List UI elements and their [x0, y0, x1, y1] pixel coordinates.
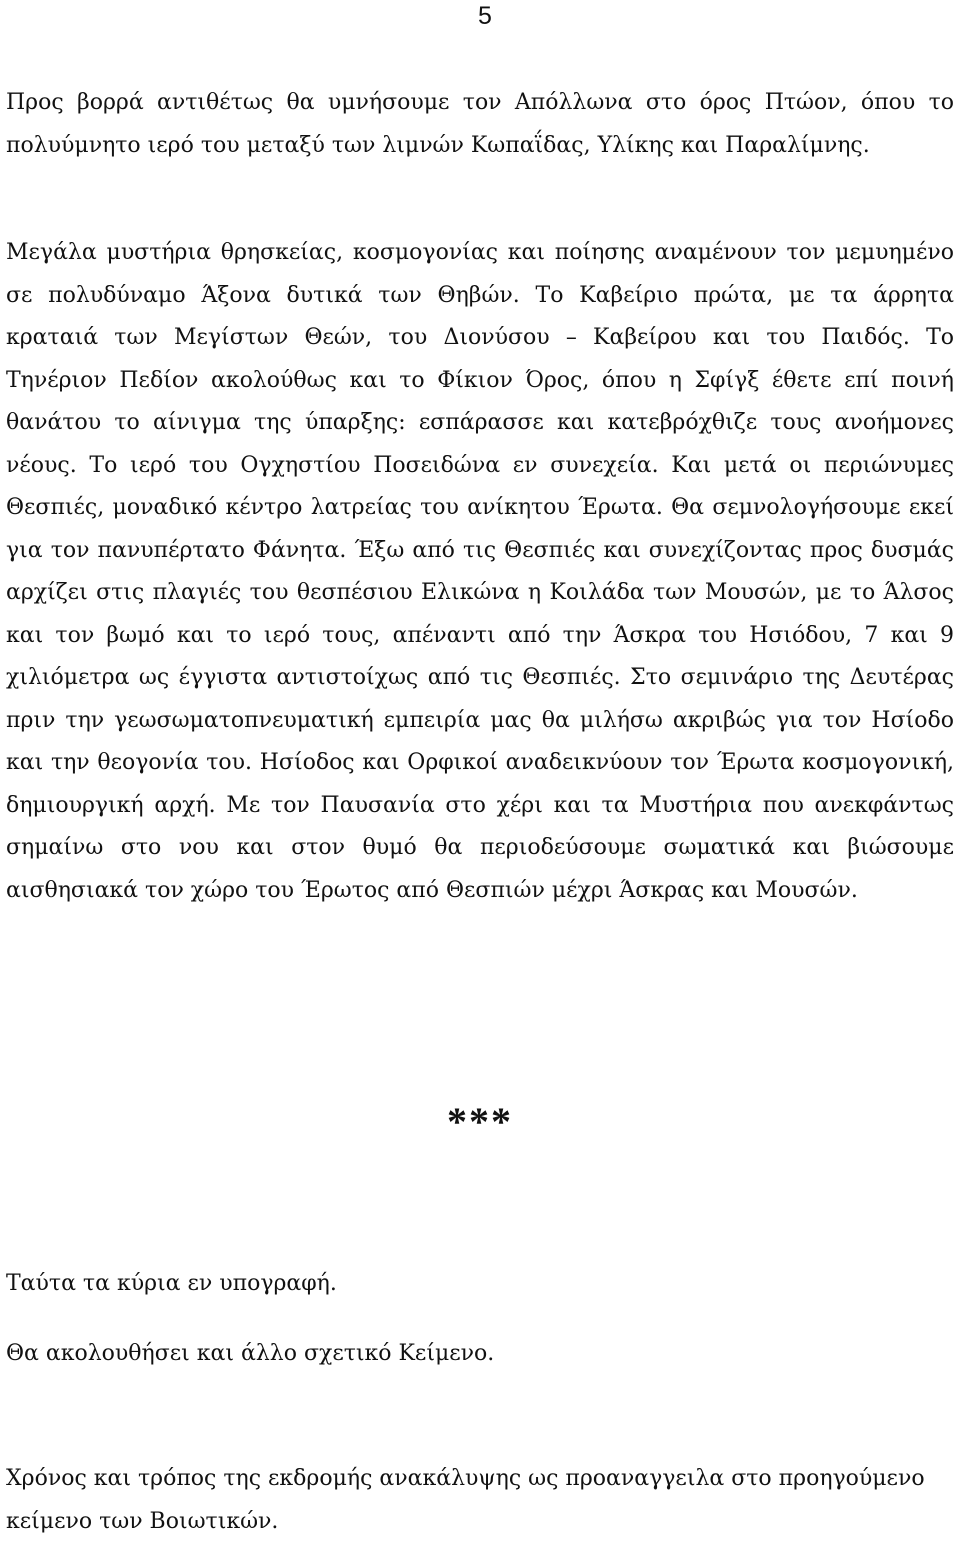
- closing-line-signature: Ταύτα τα κύρια εν υπογραφή.: [6, 1271, 337, 1296]
- closing-line-next-text: Θα ακολουθήσει και άλλο σχετικό Κείμενο.: [6, 1341, 495, 1366]
- page-number: 5: [478, 2, 492, 30]
- paragraph-excursion-time: Χρόνος και τρόπος της εκδρομής ανακάλυψης ως προαναγγειλα στο προηγούμενο κείμενο των Βοιωτικών.: [6, 1466, 925, 1534]
- paragraph-mysteries-axis: Μεγάλα μυστήρια θρησκείας, κοσμογονίας και ποίησης αναμένουν τον μεμυημένο σε πολυδύναμο Άξονα δυτικά των Θηβών. Το Καβείριο πρώτα, με τα άρρητα κραταιά των Μεγίστων Θεών, του Διονύσου – Καβείρου και του Παιδός. Το Τηνέριον Πεδίον ακολούθως και το Φίκιον Όρος, όπου η Σφίγξ έθετε επί ποινή θανάτου το αίνιγμα της ύπαρξης: εσπάρασσε και κατεβρόχθιζε τους ανοήμονες νέους. Το ιερό του Ογχηστίου Ποσειδώνα εν συνεχεία. Και μετά οι περιώνυμες Θεσπιές, μοναδικό κέντρο λατρείας του ανίκητου Έρωτα. Θα σεμνολογήσουμε εκεί για τον πανυπέρτατο Φάνητα. Έξω από τις Θεσπιές και συνεχίζοντας προς δυσμάς αρχίζει στις πλαγιές του θεσπέσιου Ελικώνα η Κοιλάδα των Μουσών, με το Άλσος και τον βωμό και το ιερό τους, απέναντι από την Άσκρα του Ησιόδου, 7 και 9 χιλιόμετρα ως έγγιστα αντιστοίχως από τις Θεσπιές. Στο σεμινάριο της Δευτέρας πριν την γεωσωματοπνευματική εμπειρία μας θα μιλήσω ακριβώς για τον Ησίοδο και την θεογονία του. Ησίοδος και Ορφικοί αναδεικνύουν τον Έρωτα κοσμογονική, δημιουργική αρχή. Με τον Παυσανία στο χέρι και τα Μυστήρια που ανεκφάντως σημαίνω στο νου και στον θυμό θα περιοδεύσουμε σωματικά και βιώσουμε αισθησιακά τον χώρο του Έρωτος από Θεσπιών μέχρι Άσκρας και Μουσών.: [6, 240, 954, 903]
- section-separator: ***: [447, 1099, 513, 1144]
- paragraph-apollo-ptoon: Προς βορρά αντιθέτως θα υμνήσουμε τον Απόλλωνα στο όρος Πτώον, όπου το πολυύμνητο ιερό του μεταξύ των λιμνών Κωπαΐδας, Υλίκης και Παραλίμνης.: [6, 90, 954, 158]
